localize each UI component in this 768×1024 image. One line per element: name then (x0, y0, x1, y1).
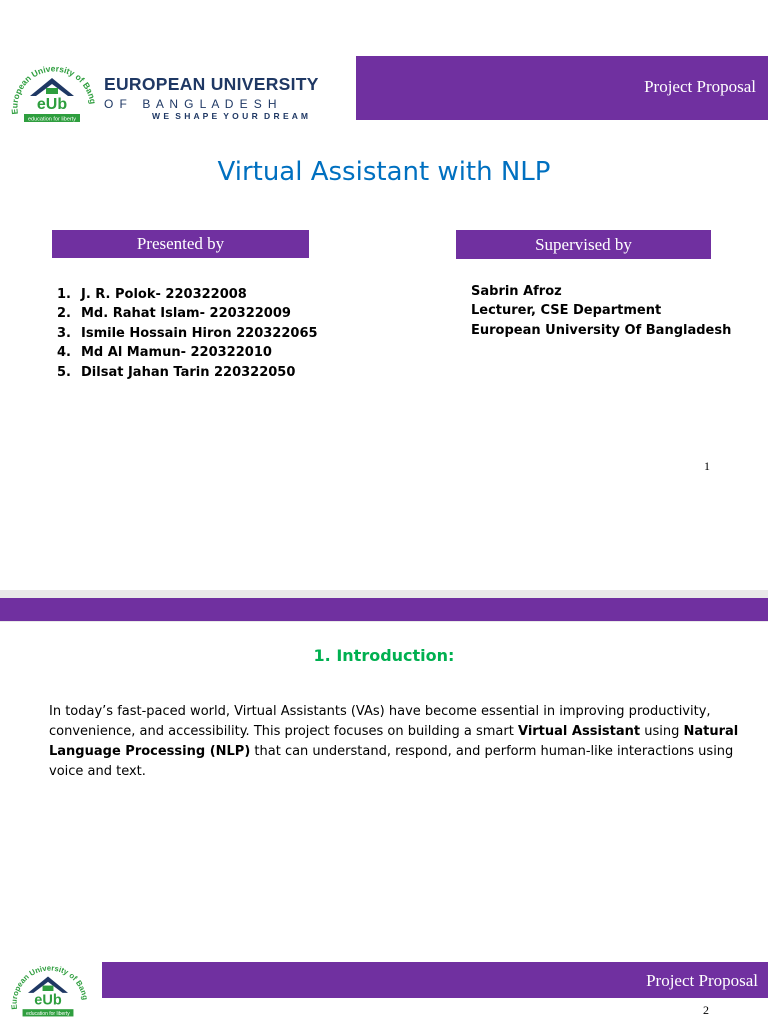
presenter-number: 1. (57, 287, 71, 302)
presenter-item (57, 363, 318, 382)
presenter-name: Dilsat Jahan Tarin 220322050 (81, 364, 296, 380)
presenters-list (57, 285, 318, 382)
presenter-item (57, 285, 318, 304)
page-divider-band (0, 598, 768, 621)
presenter-name: Ismile Hossain Hiron 220322065 (81, 325, 318, 341)
university-subtitle: O F B A N G L A D E S H (104, 97, 278, 111)
page-number-2: 2 (703, 1003, 709, 1017)
presenter-number: 2. (57, 306, 71, 322)
university-motto: W E S H A P E Y O U R D R E A M (152, 111, 309, 121)
logo-tagline-small: education for liberty (26, 1011, 70, 1018)
supervised-by-bar: Supervised by (456, 230, 711, 259)
logo-arc-text: European University of Ba (9, 63, 96, 115)
university-name: EUROPEAN UNIVERSITY (104, 74, 319, 94)
logo-mark-small: eUb (34, 992, 62, 1009)
supervisor-block (471, 282, 731, 340)
intro-bold-1: Virtual Assistant (517, 724, 641, 739)
presented-by-bar: Presented by (52, 230, 309, 258)
header-band-2 (102, 962, 768, 998)
header-band (356, 56, 768, 120)
presenter-number: 5. (57, 364, 71, 380)
university-logo-small (8, 958, 88, 1024)
logo-mark: eUb (36, 96, 68, 113)
logo-emblem-icon (8, 62, 96, 126)
intro-text-3: that can understand, respond, and perform human-like interactions using voice and text. (49, 744, 734, 779)
presenter-item (57, 324, 318, 343)
presenter-name: J. R. Polok- 220322008 (81, 287, 247, 302)
logo-arc-text-small: European University of Ban (9, 963, 88, 1010)
presenter-item (57, 343, 318, 362)
header-label: Project Proposal (644, 77, 756, 96)
intro-text-2: using (640, 724, 684, 739)
page-title: Virtual Assistant with NLP (217, 157, 551, 187)
intro-paragraph (49, 702, 749, 782)
page-number: 1 (704, 459, 710, 473)
presenter-number: 4. (57, 345, 71, 361)
presenter-number: 3. (57, 325, 71, 341)
intro-bold-2: Natural Language Processing (NLP) (49, 724, 739, 759)
section-heading: 1. Introduction: (313, 646, 455, 665)
presenter-item (57, 304, 318, 323)
logo-tagline: education for liberty (28, 116, 76, 123)
presenter-name: Md. Rahat Islam- 220322009 (81, 306, 291, 322)
logo-emblem-small-icon (8, 958, 88, 1024)
supervisor-title: Lecturer, CSE Department (471, 303, 662, 319)
presenter-name: Md Al Mamun- 220322010 (81, 345, 272, 361)
intro-text-1: In today’s fast-paced world, Virtual Assistants (VAs) have become essential in improving productivity, convenience, and accessibility. This project focuses on building a smart (49, 704, 711, 739)
header-label-2: Project Proposal (646, 971, 758, 990)
university-logo (8, 62, 96, 126)
slide-page-2 (0, 622, 768, 1024)
supervisor-name: Sabrin Afroz (471, 284, 562, 299)
supervisor-institution: European University Of Bangladesh (471, 322, 732, 338)
